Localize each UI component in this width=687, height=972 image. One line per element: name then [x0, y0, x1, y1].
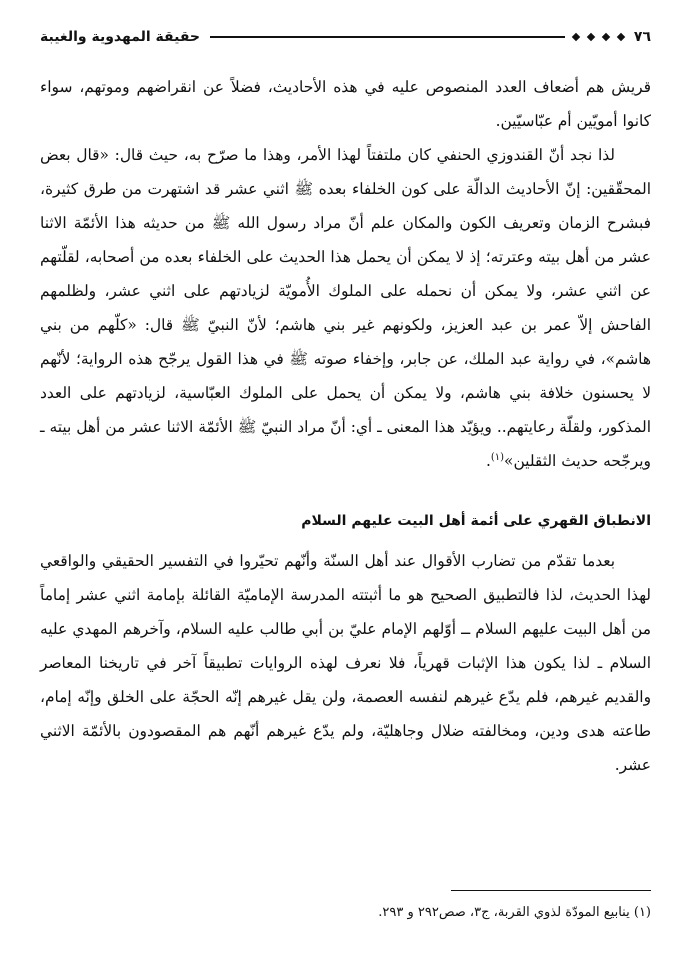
footnotes: [40, 890, 651, 933]
header-rule: [210, 34, 624, 40]
book-title: حقيقة المهدوية والغيبة: [40, 29, 200, 45]
header-ornament-dots: [573, 34, 624, 40]
ornament-dot: [602, 33, 610, 41]
footnote-reference: (١): [490, 451, 505, 463]
footnote-1: (١) ينابيع المودّة لذوي القربة، ج٣، صص٢٩٢ و ٢٩٣.: [378, 905, 651, 920]
ornament-dot: [617, 33, 625, 41]
header-line: [210, 36, 565, 38]
paragraph-2-text: لذا نجد أنّ القندوزي الحنفي كان ملتفتاً لهذا الأمر، وهذا ما صرّح به، حيث قال: «قال بعض المحقّقين: إنّ الأحاديث الدالّة على كون الخلفاء بعده ﷺ اثني عشر قد اشتهرت من طرق كثيرة، فبشرح الزمان وتعريف الكون والمكان علم أنّ مراد رسول الله ﷺ من حديثه هذا الأئمّة الاثنا عشر من أهل بيته وعترته؛ إذ لا يمكن أن يحمل هذا الحديث على الخلفاء بعده من أصحابه، لقلّتهم عن اثني عشر، ولا يمكن أن نحمله على الملوك الأُمويّة لزيادتهم على اثني عشر، ولظلمهم الفاحش إلاّ عمر بن عبد العزيز، ولكونهم غير بني هاشم؛ لأنّ النبيّ ﷺ قال: «كلّهم من بني هاشم»، في رواية عبد الملك، عن جابر، وإخفاء صوته ﷺ في هذا القول يرجّح هذه الرواية؛ لأنّهم لا يحسنون خلافة بني هاشم، ولا يمكن أن يحمل على الملوك العبّاسية، لزيادتهم على العدد المذكور، ولقلّة رعايتهم.. ويؤيّد هذا المعنى ـ أي: أنّ مراد النبيّ ﷺ الأئمّة الاثنا عشر من أهل بيته ـ ويرجّحه حديث الثقلين»: [40, 146, 651, 470]
ornament-dot: [587, 33, 595, 41]
page-number: ٧٦: [633, 29, 651, 45]
ornament-dot: [572, 33, 580, 41]
running-header: [40, 24, 651, 50]
footnote-separator: [451, 890, 651, 891]
paragraph-2-end: .: [485, 452, 491, 470]
page-body: [40, 70, 651, 782]
section-heading: الانطباق القهري على أئمة أهل البيت عليهم السلام: [301, 513, 651, 529]
paragraph-2: [40, 138, 651, 478]
paragraph-1: قريش هم أضعاف العدد المنصوص عليه في هذه الأحاديث، فضلاً عن انقراضهم وموتهم، سواء كانوا أمويّين أم عبّاسيّين.: [40, 78, 651, 130]
paragraph-3: بعدما تقدّم من تضارب الأقوال عند أهل السنّة وأنّهم تحيّروا في التفسير الحقيقي والواقعي لهذا الحديث، لذا فالتطبيق الصحيح هو ما أثبتته المدرسة الإماميّة القائلة بإمامة اثني عشر إماماً من أهل البيت عليهم السلام ــ أوّلهم الإمام عليّ بن أبي طالب عليه السلام، وآخرهم المهدي عليه السلام ـ لذا يكون هذا الإثبات قهرياً، فلا نعرف لهذه الروايات تطبيقاً آخر في تاريخنا المعاصر والقديم غيرهم، فلم يدّع غيرهم لنفسه العصمة، ولن يقل غيرهم إنّه الحجّة على الخلق وإنّه إمام، طاعته هدى ودين، ومخالفته ضلال وجاهليّة، ولم يدّع غيرهم أنّهم هم المقصودون بالأئمّة الاثني عشر.: [40, 552, 651, 774]
